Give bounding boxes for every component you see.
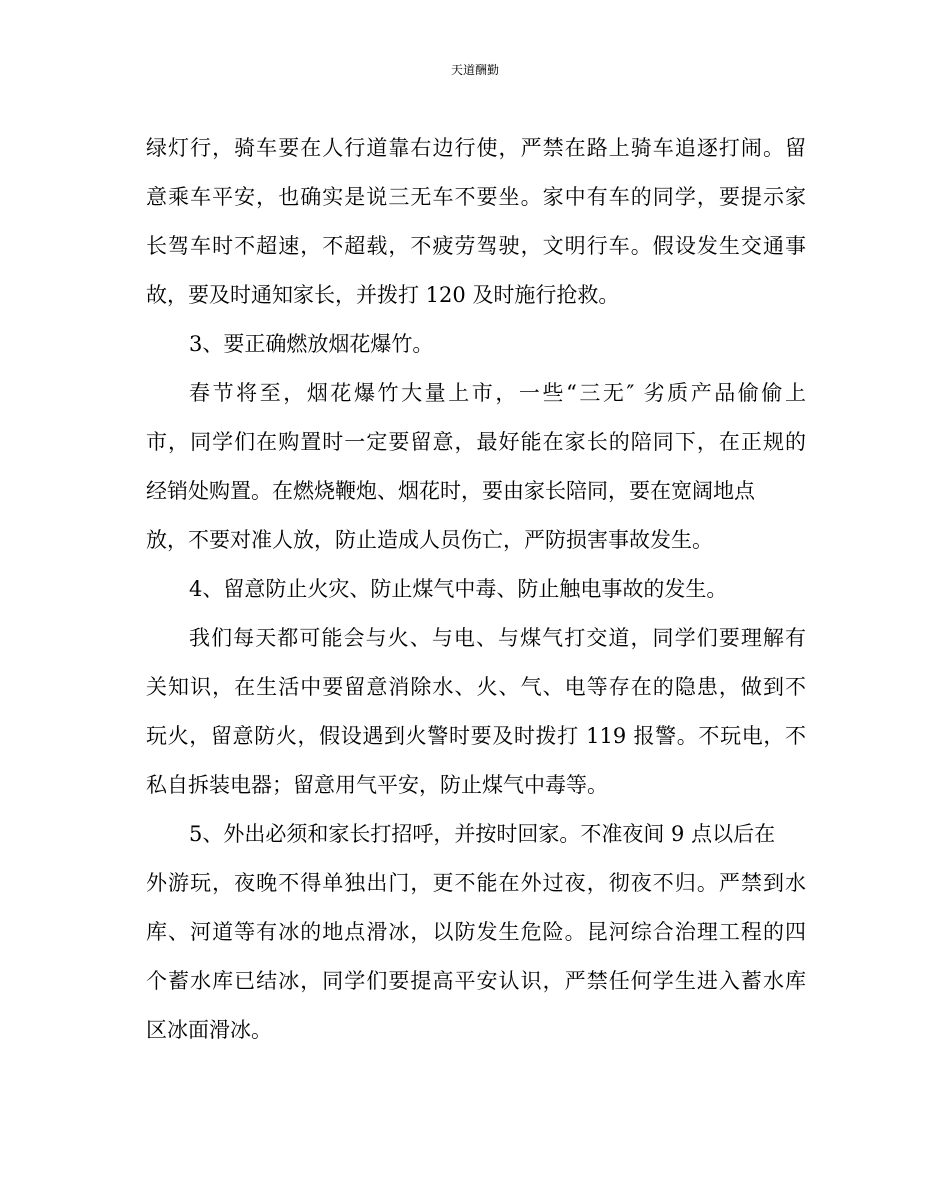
text-line: 长驾车时不超速，不超载，不疲劳驾驶，文明行车。假设发生交通事 bbox=[146, 234, 806, 258]
text-line: 关知识，在生活中要留意消除水、火、气、电等存在的隐患，做到不 bbox=[146, 675, 806, 699]
text-line: 故，要及时通知家长，并拨打 120 及时施行抢救。 bbox=[146, 283, 620, 307]
text-line: 绿灯行，骑车要在人行道靠右边行使，严禁在路上骑车追逐打闹。留 bbox=[146, 136, 806, 160]
text-line: 个蓄水库已结冰，同学们要提高平安认识，严禁任何学生进入蓄水库 bbox=[146, 969, 806, 993]
text-line: 我们每天都可能会与火、与电、与煤气打交道，同学们要理解有 bbox=[189, 626, 806, 650]
page-header: 天道酬勤 bbox=[450, 63, 499, 77]
text-line: 意乘车平安，也确实是说三无车不要坐。家中有车的同学，要提示家 bbox=[146, 185, 806, 209]
text-line: 经销处购置。在燃烧鞭炮、烟花时，要由家长陪同，要在宽阔地点 bbox=[146, 479, 755, 503]
text-line: 市，同学们在购置时一定要留意，最好能在家长的陪同下，在正规的 bbox=[146, 430, 806, 454]
section-heading-4: 4、留意防止火灾、防止煤气中毒、防止触电事故的发生。 bbox=[189, 577, 728, 601]
text-line: 玩火，留意防火，假设遇到火警时要及时拨打 119 报警。不玩电，不 bbox=[146, 724, 806, 748]
document-body bbox=[146, 124, 806, 1055]
text-line: 库、河道等有冰的地点滑冰，以防发生危险。昆河综合治理工程的四 bbox=[146, 920, 806, 944]
text-line: 放，不要对准人放，防止造成人员伤亡，严防损害事故发生。 bbox=[146, 528, 713, 552]
text-line: 私自拆装电器；留意用气平安，防止煤气中毒等。 bbox=[146, 773, 608, 797]
text-line: 区冰面滑冰。 bbox=[146, 1018, 272, 1042]
section-heading-5: 5、外出必须和家长打招呼，并按时回家。不准夜间 9 点以后在 bbox=[189, 822, 776, 846]
text-line: 春节将至，烟花爆竹大量上市，一些“三无″ 劣质产品偷偷上 bbox=[189, 381, 806, 405]
text-line: 外游玩，夜晚不得单独出门，更不能在外过夜，彻夜不归。严禁到水 bbox=[146, 871, 806, 895]
section-heading-3: 3、要正确燃放烟花爆竹。 bbox=[189, 332, 434, 356]
